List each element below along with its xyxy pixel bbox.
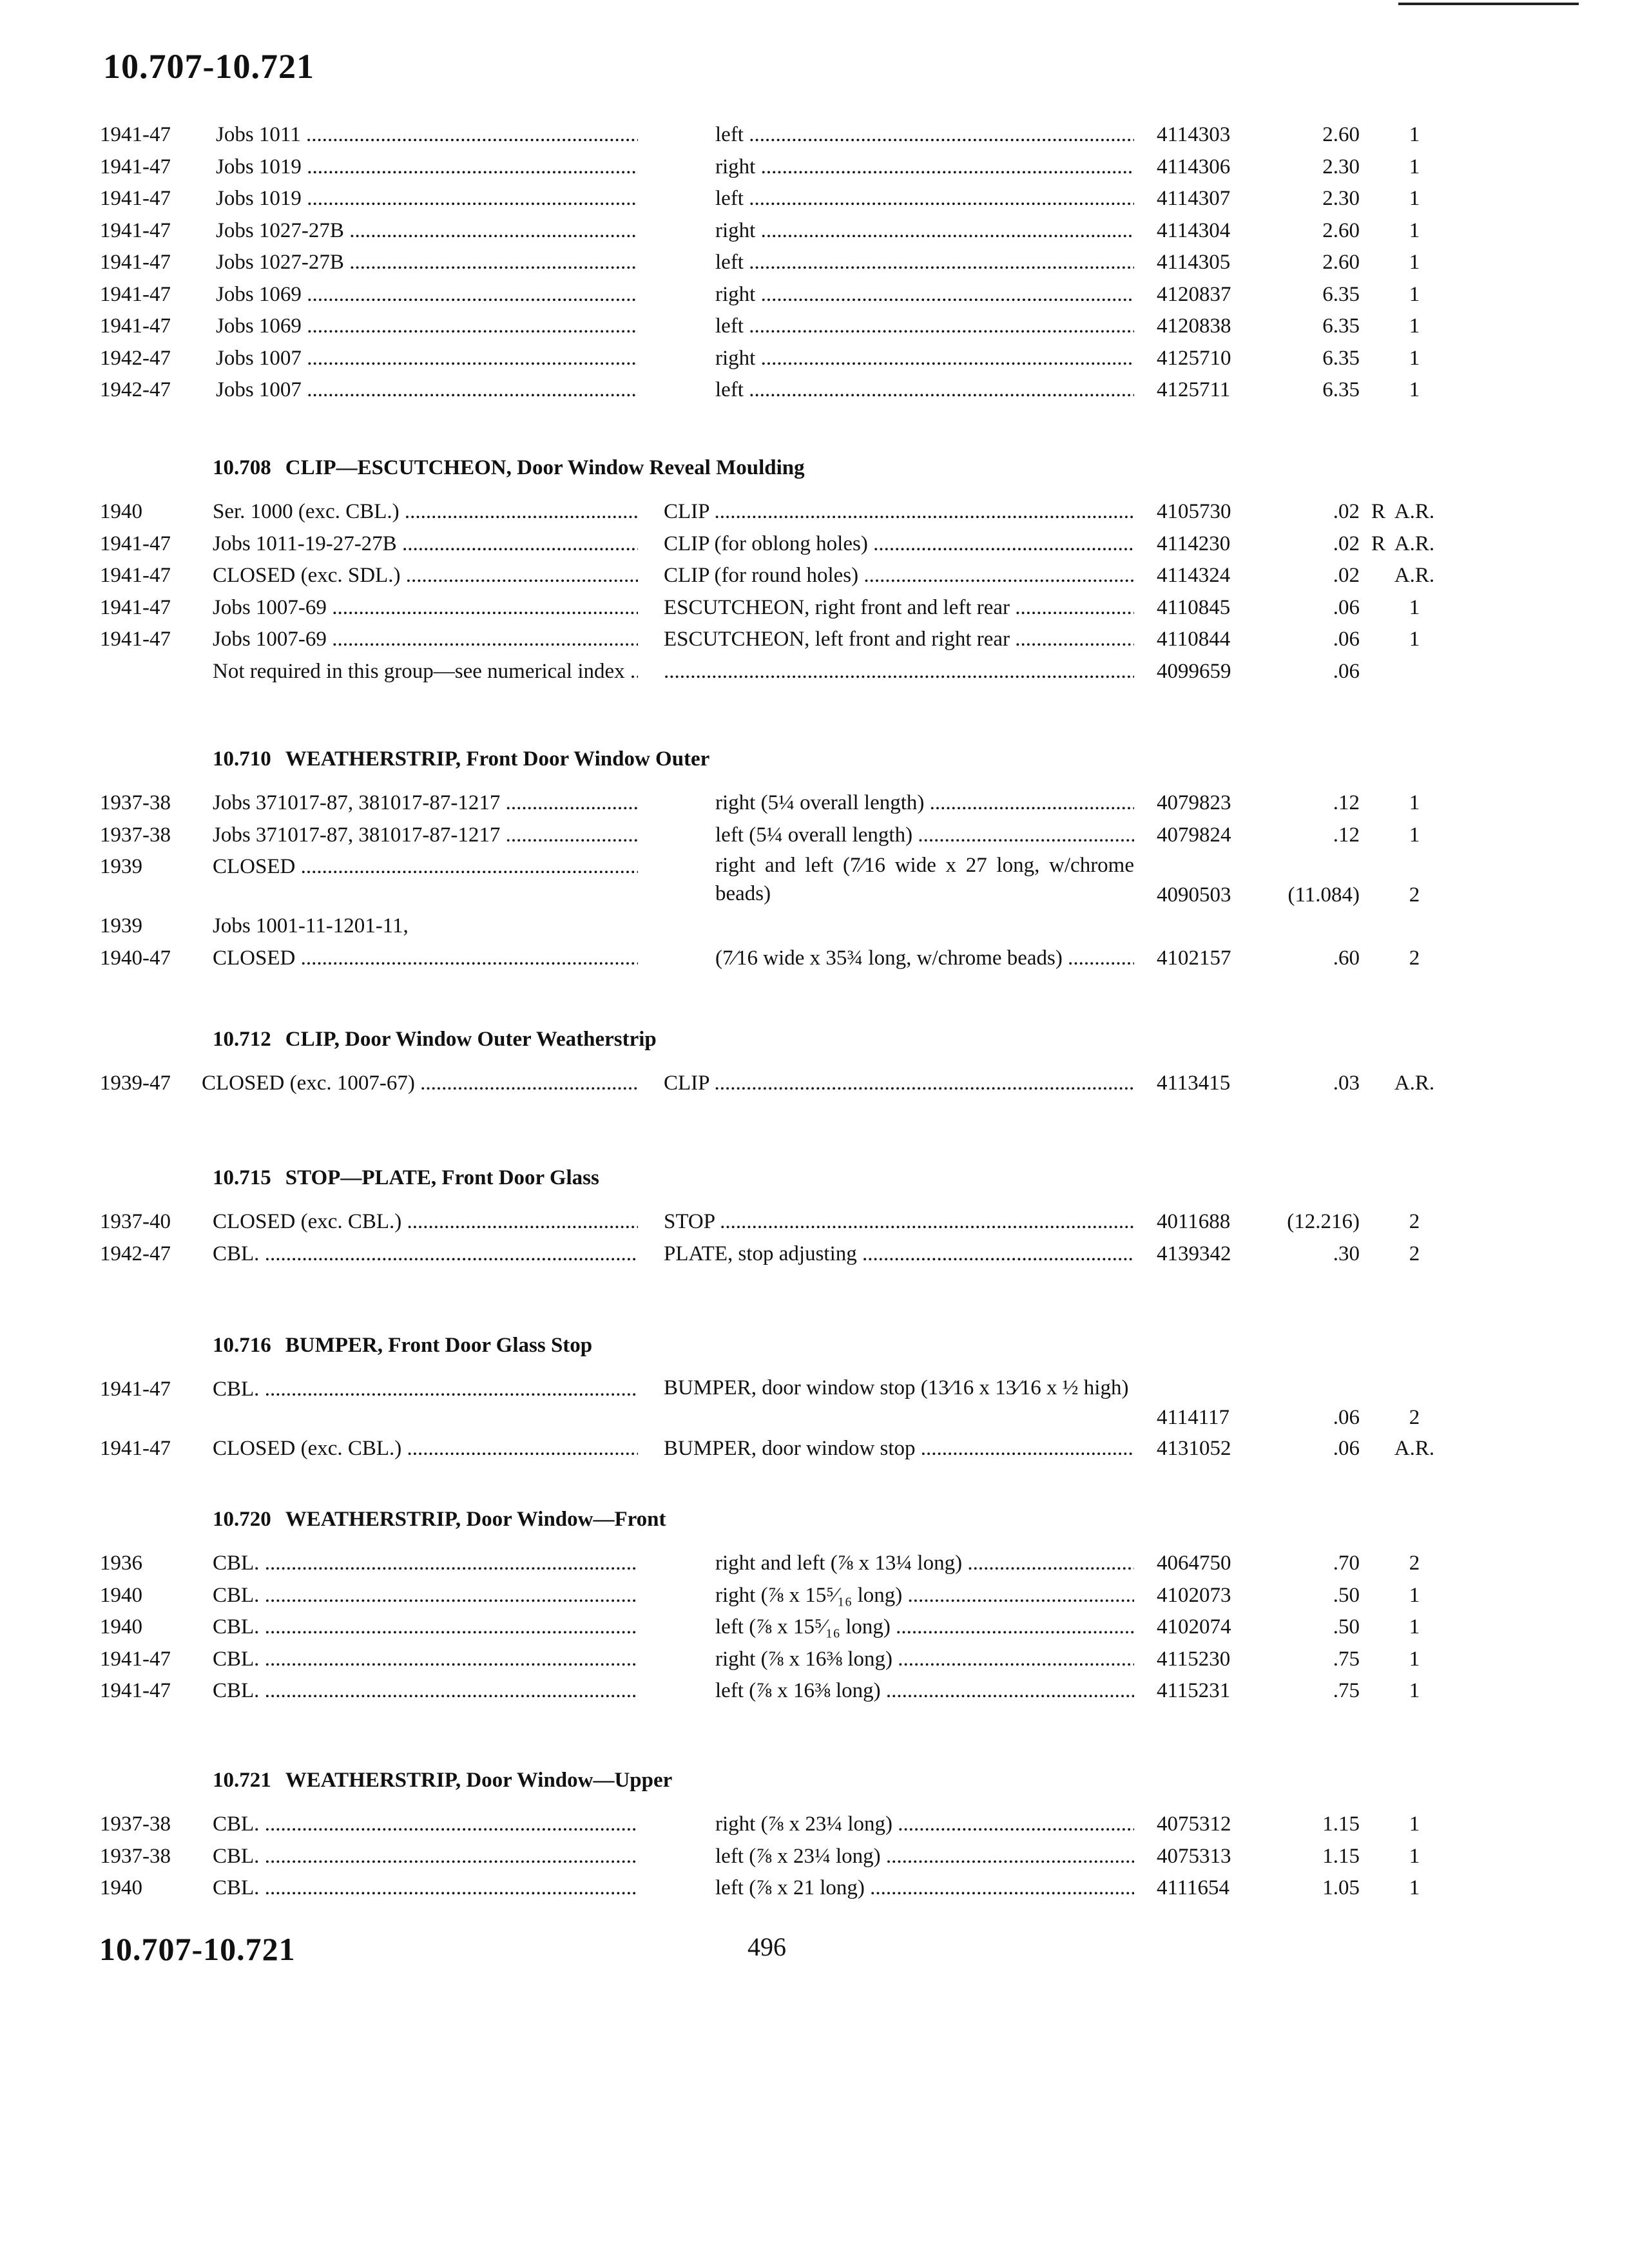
quantity-cell: 1 [1409,1844,1420,1868]
model-cell: CBL. ..... [213,1580,638,1612]
year-cell: 1939 [100,914,142,937]
quantity-cell: 1 [1409,155,1420,178]
year-cell: 1941-47 [100,155,171,178]
section-name: WEATHERSTRIP, Door Window—Upper [285,1769,673,1792]
price-cell: (11.084) [1287,883,1360,907]
section-title [213,1166,599,1190]
description-cell: left ..... [715,183,1134,215]
description-cell: CLIP (for round holes) ..... [664,560,1134,592]
description-cell: right (5¼ overall length) ..... [715,787,1134,820]
description-cell: left (⅞ x 15⁵⁄₁₆ long) ..... [715,1611,1134,1644]
price-cell: .06 [1333,595,1360,619]
table-row [0,374,1629,407]
model-cell: Jobs 1007-69 ..... [213,592,638,624]
table-row [0,624,1629,656]
year-cell: 1941-47 [100,564,171,587]
section-number: 10.721 [213,1769,271,1792]
top-rule [1398,3,1579,5]
page-footer: 10.707-10.721 [99,1931,296,1967]
quantity-cell: 1 [1409,378,1420,401]
price-cell: 6.35 [1322,282,1360,306]
part-number-cell: 4090503 [1157,883,1231,907]
year-cell: 1941-47 [100,628,171,651]
description-cell: right ..... [715,151,1134,184]
table-row [0,1841,1629,1873]
description-cell [664,656,1134,688]
model-cell: Jobs 1007 ..... [216,374,638,407]
description-cell: left ..... [715,247,1134,279]
model-cell: Jobs 371017-87, 381017-87-1217 ..... [213,787,638,820]
table-row [0,343,1629,375]
quantity-cell: 2 [1409,946,1420,970]
part-number-cell: 4120838 [1157,314,1231,338]
quantity-cell: 1 [1409,251,1420,274]
quantity-cell: 1 [1409,823,1420,847]
description-cell: left ..... [715,374,1134,407]
flag-cell: R [1371,500,1386,523]
model-cell: CLOSED (exc. CBL.) ..... [213,1433,638,1465]
table-row [0,1238,1629,1271]
description-cell: BUMPER, door window stop ..... [664,1433,1134,1465]
price-cell: .50 [1333,1583,1360,1607]
table-row [0,1374,1629,1433]
description-cell: (7⁄16 wide x 35¾ long, w/chrome beads) ..... [715,943,1134,975]
year-cell: 1941-47 [100,595,171,619]
price-cell: (12.216) [1287,1210,1360,1233]
description-cell: CLIP ..... [664,496,1134,528]
description-cell: ESCUTCHEON, left front and right rear ..... [664,624,1134,656]
quantity-cell: A.R. [1394,532,1435,555]
part-number-cell: 4131052 [1157,1437,1231,1460]
quantity-cell: 1 [1409,628,1420,651]
table-row [0,311,1629,343]
table-row [0,1548,1629,1580]
section-number: 10.712 [213,1028,271,1051]
year-cell: 1941-47 [100,218,171,242]
price-cell: .50 [1333,1615,1360,1639]
model-cell: Not required in this group—see numerical index ..... [213,656,638,688]
table-row [0,1809,1629,1841]
table-row [0,1433,1629,1465]
quantity-cell: A.R. [1394,1072,1435,1095]
quantity-cell: 1 [1409,1647,1420,1671]
quantity-cell: A.R. [1394,500,1435,523]
model-cell: Jobs 1027-27B ..... [216,247,638,279]
part-number-cell: 4114303 [1157,123,1231,146]
part-number-cell: 4139342 [1157,1242,1231,1265]
table-row [0,1872,1629,1905]
model-cell: Jobs 1001-11-1201-11, [213,914,409,937]
table-row [0,496,1629,528]
price-cell: 1.15 [1322,1812,1360,1836]
description-cell: left ..... [715,119,1134,151]
price-cell: .12 [1333,823,1360,847]
part-number-cell: 4075312 [1157,1812,1231,1836]
section-name: WEATHERSTRIP, Front Door Window Outer [285,747,710,771]
model-cell: CLOSED (exc. CBL.) ..... [213,1206,638,1238]
price-cell: .12 [1333,791,1360,814]
year-cell: 1937-40 [100,1210,171,1233]
price-cell: 1.15 [1322,1844,1360,1868]
part-number-cell: 4114305 [1157,251,1231,274]
price-cell: 6.35 [1322,378,1360,401]
description-cell: left (⅞ x 23¼ long) ..... [715,1841,1134,1873]
year-cell: 1942-47 [100,1242,171,1265]
description-cell: left ..... [715,311,1134,343]
quantity-cell: 1 [1409,314,1420,338]
section-number: 10.710 [213,747,271,771]
year-cell: 1941-47 [100,123,171,146]
table-row [0,851,1629,910]
year-cell: 1941-47 [100,314,171,338]
table-row [0,787,1629,820]
table-row [0,1611,1629,1644]
year-cell: 1940-47 [100,946,171,970]
flag-cell: R [1371,532,1386,555]
part-number-cell: 4079824 [1157,823,1231,847]
description-cell: right (⅞ x 23¼ long) ..... [715,1809,1134,1841]
description-cell: left (⅞ x 16⅜ long) ..... [715,1675,1134,1707]
year-cell: 1942-47 [100,346,171,370]
model-cell: Jobs 371017-87, 381017-87-1217 ..... [213,820,638,852]
year-cell: 1937-38 [100,1812,171,1836]
model-cell: CBL. ..... [213,1675,638,1707]
year-cell: 1941-47 [100,1679,171,1702]
part-number-cell: 4125711 [1157,378,1231,401]
part-number-cell: 4011688 [1157,1210,1231,1233]
year-cell: 1941-47 [100,187,171,210]
table-row [0,943,1629,975]
price-cell: .02 [1333,564,1360,587]
part-number-cell: 4114306 [1157,155,1231,178]
price-cell: .70 [1333,1552,1360,1575]
part-number-cell: 4114304 [1157,218,1231,242]
section-title [213,456,805,480]
table-row [0,560,1629,592]
table-row [0,279,1629,311]
description-cell: STOP ..... [664,1206,1134,1238]
quantity-cell: 1 [1409,1583,1420,1607]
year-cell: 1941-47 [100,532,171,555]
table-row [0,183,1629,215]
quantity-cell: 1 [1409,1679,1420,1702]
part-number-cell: 4125710 [1157,346,1231,370]
model-cell: CBL. ..... [213,1872,638,1905]
quantity-cell: A.R. [1394,1437,1435,1460]
quantity-cell: 1 [1409,1812,1420,1836]
price-cell: .02 [1333,532,1360,555]
model-cell: CBL. ..... [213,1374,638,1406]
table-row [0,247,1629,279]
year-cell: 1940 [100,1583,142,1607]
year-cell: 1940 [100,1615,142,1639]
section-table [0,496,1629,687]
part-number-cell: 4113415 [1157,1072,1231,1095]
section-table [0,1206,1629,1270]
description-cell: right and left (⅞ x 13¼ long) ..... [715,1548,1134,1580]
quantity-cell: 1 [1409,346,1420,370]
section-number: 10.715 [213,1166,271,1189]
section-title [213,1028,657,1052]
part-number-cell: 4102157 [1157,946,1231,970]
description-cell: ESCUTCHEON, right front and left rear ..... [664,592,1134,624]
description-cell: PLATE, stop adjusting ..... [664,1238,1134,1271]
part-number-cell: 4114117 [1157,1406,1230,1429]
quantity-cell: 2 [1409,1406,1420,1429]
year-cell: 1936 [100,1552,142,1575]
section-table [0,1068,1629,1100]
section-table [0,1374,1629,1465]
year-cell: 1941-47 [100,1647,171,1671]
year-cell: 1937-38 [100,1844,171,1868]
year-cell: 1937-38 [100,823,171,847]
table-row [0,656,1629,688]
model-cell: CBL. ..... [213,1238,638,1271]
part-number-cell: 4114307 [1157,187,1231,210]
quantity-cell: 1 [1409,791,1420,814]
model-cell: CBL. ..... [213,1548,638,1580]
section-name: STOP—PLATE, Front Door Glass [285,1166,599,1189]
section-number: 10.716 [213,1334,271,1357]
model-cell: Jobs 1007-69 ..... [213,624,638,656]
description-cell: BUMPER, door window stop (13⁄16 x 13⁄16 x ½ high) [664,1376,1129,1399]
model-cell: CBL. ..... [213,1611,638,1644]
part-number-cell: 4120837 [1157,282,1231,306]
quantity-cell: A.R. [1394,564,1435,587]
price-cell: .30 [1333,1242,1360,1265]
part-number-cell: 4099659 [1157,659,1231,683]
description-cell: left (5¼ overall length) ..... [715,820,1134,852]
price-cell: 2.60 [1322,251,1360,274]
section-name: BUMPER, Front Door Glass Stop [285,1334,593,1357]
price-cell: 2.60 [1322,218,1360,242]
section-number: 10.720 [213,1508,271,1531]
model-cell: Ser. 1000 (exc. CBL.) ..... [213,496,638,528]
part-number-cell: 4105730 [1157,500,1231,523]
description-cell: CLIP (for oblong holes) ..... [664,528,1134,561]
table-row [0,215,1629,247]
model-cell: Jobs 1007 ..... [216,343,638,375]
year-cell: 1941-47 [100,282,171,306]
price-cell: .03 [1333,1072,1360,1095]
description-cell: right ..... [715,279,1134,311]
table-row [0,1675,1629,1707]
description-cell: right and left (7⁄16 wide x 27 long, w/chrome beads) [715,854,1134,905]
table-row [0,592,1629,624]
quantity-cell: 1 [1409,282,1420,306]
model-cell: Jobs 1069 ..... [216,279,638,311]
model-cell: Jobs 1069 ..... [216,311,638,343]
part-number-cell: 4111654 [1157,1876,1230,1899]
quantity-cell: 1 [1409,123,1420,146]
section-number: 10.708 [213,456,271,479]
quantity-cell: 2 [1409,1210,1420,1233]
quantity-cell: 1 [1409,595,1420,619]
model-cell: CLOSED (exc. 1007-67) ..... [202,1068,638,1100]
price-cell: .06 [1333,1406,1360,1429]
price-cell: 2.30 [1322,187,1360,210]
part-number-cell: 4115231 [1157,1679,1231,1702]
price-cell: 6.35 [1322,346,1360,370]
price-cell: 2.30 [1322,155,1360,178]
table-row [0,1068,1629,1100]
year-cell: 1941-47 [100,1437,171,1460]
part-number-cell: 4102073 [1157,1583,1231,1607]
section-name: CLIP, Door Window Outer Weatherstrip [285,1028,657,1051]
section-title [213,1334,592,1358]
section-title [213,1508,666,1532]
price-cell: .60 [1333,946,1360,970]
description-cell: right (⅞ x 16⅜ long) ..... [715,1644,1134,1676]
table-row [0,1644,1629,1676]
quantity-cell: 2 [1409,1242,1420,1265]
table-row [0,1580,1629,1612]
year-cell: 1940 [100,500,142,523]
quantity-cell: 2 [1409,1552,1420,1575]
table-row [0,1206,1629,1238]
table-row [0,119,1629,151]
description-cell: right ..... [715,215,1134,247]
price-cell: 2.60 [1322,123,1360,146]
part-number-cell: 4114230 [1157,532,1231,555]
section-table [0,1809,1629,1905]
part-number-cell: 4110845 [1157,595,1231,619]
table-row [0,910,1629,943]
year-cell: 1940 [100,1876,142,1899]
description-cell: CLIP ..... [664,1068,1134,1100]
year-cell: 1939-47 [100,1072,171,1095]
page-header: 10.707-10.721 [103,47,314,86]
price-cell: .75 [1333,1679,1360,1702]
model-cell: Jobs 1027-27B ..... [216,215,638,247]
price-cell: .06 [1333,659,1360,683]
year-cell: 1937-38 [100,791,171,814]
model-cell: Jobs 1019 ..... [216,151,638,184]
model-cell: CLOSED ..... [213,851,638,883]
quantity-cell: 1 [1409,1876,1420,1899]
model-cell: CBL. ..... [213,1809,638,1841]
description-cell: right (⅞ x 15⁵⁄₁₆ long) ..... [715,1580,1134,1612]
quantity-cell: 1 [1409,1615,1420,1639]
part-number-cell: 4115230 [1157,1647,1231,1671]
quantity-cell: 1 [1409,187,1420,210]
part-number-cell: 4079823 [1157,791,1231,814]
model-cell: Jobs 1019 ..... [216,183,638,215]
price-cell: .02 [1333,500,1360,523]
price-cell: .06 [1333,628,1360,651]
year-cell: 1941-47 [100,251,171,274]
model-cell: Jobs 1011 ..... [216,119,638,151]
section-title [213,747,709,771]
model-cell: CBL. ..... [213,1841,638,1873]
section-name: CLIP—ESCUTCHEON, Door Window Reveal Moulding [285,456,805,479]
quantity-cell: 2 [1409,883,1420,907]
part-number-cell: 4075313 [1157,1844,1231,1868]
model-cell: Jobs 1011-19-27-27B ..... [213,528,638,561]
price-cell: .75 [1333,1647,1360,1671]
year-cell: 1941-47 [100,1378,171,1401]
model-cell: CBL. ..... [213,1644,638,1676]
price-cell: 1.05 [1322,1876,1360,1899]
quantity-cell: 1 [1409,218,1420,242]
year-cell: 1939 [100,855,142,878]
part-number-cell: 4064750 [1157,1552,1231,1575]
section-name: WEATHERSTRIP, Door Window—Front [285,1508,666,1531]
page-number: 496 [747,1932,786,1961]
table-row [0,820,1629,852]
table-row [0,151,1629,184]
description-cell: left (⅞ x 21 long) ..... [715,1872,1134,1905]
section-table [0,787,1629,974]
part-number-cell: 4102074 [1157,1615,1231,1639]
section-table [0,1548,1629,1707]
table-row [0,528,1629,561]
model-cell: CLOSED (exc. SDL.) ..... [213,560,638,592]
year-cell: 1942-47 [100,378,171,401]
price-cell: 6.35 [1322,314,1360,338]
section-title [213,1769,672,1792]
section-continued [0,119,1629,407]
price-cell: .06 [1333,1437,1360,1460]
description-cell: right ..... [715,343,1134,375]
part-number-cell: 4110844 [1157,628,1231,651]
model-cell: CLOSED ..... [213,943,638,975]
part-number-cell: 4114324 [1157,564,1231,587]
